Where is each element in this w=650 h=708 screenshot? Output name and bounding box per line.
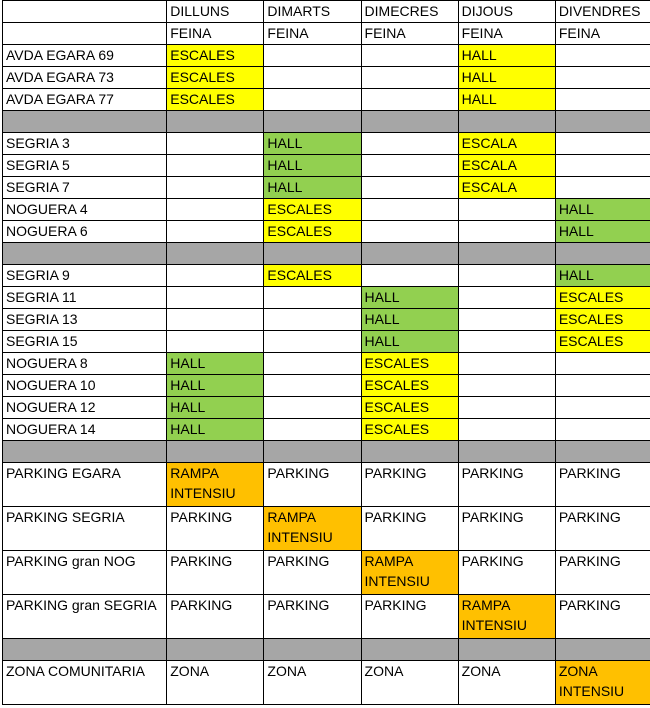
task-cell — [361, 67, 458, 89]
separator-cell — [3, 243, 167, 265]
task-cell — [264, 375, 361, 397]
separator-cell — [458, 243, 555, 265]
location-name: NOGUERA 6 — [3, 221, 167, 243]
schedule-row — [3, 595, 650, 639]
task-cell: HALL — [167, 397, 264, 419]
schedule-row — [3, 67, 650, 89]
task-cell: ESCALES — [555, 287, 650, 309]
task-cell: ESCALES — [361, 397, 458, 419]
header-day-thursday: DIJOUS — [458, 1, 555, 23]
task-cell — [458, 265, 555, 287]
task-cell: PARKING — [361, 595, 458, 639]
location-name: NOGUERA 14 — [3, 419, 167, 441]
task-cell: PARKING — [264, 595, 361, 639]
task-cell: PARKING — [458, 463, 555, 507]
separator-cell — [555, 243, 650, 265]
separator-row — [3, 639, 650, 661]
location-name: SEGRIA 5 — [3, 155, 167, 177]
task-cell — [458, 419, 555, 441]
header-day-wednesday: DIMECRES — [361, 1, 458, 23]
task-cell: PARKING — [555, 463, 650, 507]
task-cell — [555, 177, 650, 199]
location-name: PARKING gran NOG — [3, 551, 167, 595]
separator-cell — [167, 111, 264, 133]
schedule-row — [3, 331, 650, 353]
task-cell — [361, 199, 458, 221]
separator-cell — [167, 441, 264, 463]
schedule-row — [3, 155, 650, 177]
task-cell — [555, 67, 650, 89]
task-cell — [458, 397, 555, 419]
location-name: SEGRIA 3 — [3, 133, 167, 155]
task-cell — [167, 177, 264, 199]
task-cell — [264, 287, 361, 309]
location-name: AVDA EGARA 77 — [3, 89, 167, 111]
task-cell: PARKING — [458, 507, 555, 551]
separator-cell — [458, 111, 555, 133]
schedule-row — [3, 287, 650, 309]
task-cell: HALL — [458, 45, 555, 67]
task-cell: HALL — [167, 419, 264, 441]
task-cell: HALL — [167, 375, 264, 397]
task-cell: ESCALES — [361, 353, 458, 375]
task-cell: PARKING — [167, 507, 264, 551]
separator-cell — [167, 639, 264, 661]
schedule-row — [3, 463, 650, 507]
task-cell: HALL — [555, 265, 650, 287]
task-cell — [361, 221, 458, 243]
task-cell: ESCALA — [458, 155, 555, 177]
separator-cell — [361, 111, 458, 133]
task-cell — [361, 265, 458, 287]
task-cell — [458, 331, 555, 353]
task-cell: ESCALES — [555, 309, 650, 331]
location-name: NOGUERA 12 — [3, 397, 167, 419]
task-cell: ESCALES — [264, 221, 361, 243]
task-cell: ESCALES — [361, 375, 458, 397]
header-task-label: FEINA — [167, 23, 264, 45]
separator-cell — [458, 639, 555, 661]
task-cell — [555, 45, 650, 67]
task-cell — [264, 353, 361, 375]
schedule-row — [3, 309, 650, 331]
separator-cell — [555, 639, 650, 661]
header-days-row — [3, 1, 650, 23]
separator-cell — [361, 639, 458, 661]
header-task-label: FEINA — [555, 23, 650, 45]
task-cell: HALL — [361, 331, 458, 353]
task-cell: HALL — [167, 353, 264, 375]
task-cell — [264, 309, 361, 331]
task-cell: ESCALA — [458, 133, 555, 155]
task-cell — [361, 133, 458, 155]
task-cell — [555, 353, 650, 375]
header-day-tuesday: DIMARTS — [264, 1, 361, 23]
separator-cell — [361, 441, 458, 463]
task-cell — [555, 375, 650, 397]
header-task-label: FEINA — [361, 23, 458, 45]
task-cell — [361, 45, 458, 67]
task-cell: ESCALES — [361, 419, 458, 441]
task-cell: PARKING — [361, 507, 458, 551]
schedule-row — [3, 375, 650, 397]
location-name: SEGRIA 13 — [3, 309, 167, 331]
task-cell — [361, 177, 458, 199]
task-cell: PARKING — [458, 551, 555, 595]
task-cell: ZONA INTENSIU — [555, 661, 650, 705]
schedule-row — [3, 661, 650, 705]
task-cell: RAMPA INTENSIU — [458, 595, 555, 639]
task-cell: ZONA — [167, 661, 264, 705]
separator-cell — [264, 441, 361, 463]
separator-cell — [3, 639, 167, 661]
task-cell: ZONA — [458, 661, 555, 705]
task-cell: HALL — [555, 199, 650, 221]
task-cell: ZONA — [264, 661, 361, 705]
task-cell — [264, 45, 361, 67]
separator-cell — [555, 111, 650, 133]
schedule-row — [3, 397, 650, 419]
separator-cell — [555, 441, 650, 463]
task-cell — [458, 199, 555, 221]
header-corner-cell — [3, 1, 167, 23]
task-cell — [167, 155, 264, 177]
task-cell: HALL — [264, 155, 361, 177]
schedule-row — [3, 419, 650, 441]
task-cell — [167, 331, 264, 353]
schedule-row — [3, 177, 650, 199]
header-task-label: FEINA — [264, 23, 361, 45]
task-cell: PARKING — [555, 551, 650, 595]
location-name: SEGRIA 9 — [3, 265, 167, 287]
separator-cell — [264, 639, 361, 661]
header-corner-cell — [3, 23, 167, 45]
task-cell: ESCALA — [458, 177, 555, 199]
task-cell — [458, 221, 555, 243]
separator-row — [3, 441, 650, 463]
task-cell — [264, 89, 361, 111]
schedule-body — [3, 1, 650, 705]
task-cell — [167, 287, 264, 309]
header-day-monday: DILLUNS — [167, 1, 264, 23]
schedule-row — [3, 133, 650, 155]
task-cell — [264, 67, 361, 89]
task-cell: ESCALES — [167, 89, 264, 111]
task-cell — [458, 353, 555, 375]
task-cell: HALL — [458, 89, 555, 111]
separator-cell — [264, 111, 361, 133]
task-cell: RAMPA INTENSIU — [264, 507, 361, 551]
schedule-row — [3, 551, 650, 595]
task-cell: PARKING — [361, 463, 458, 507]
location-name: NOGUERA 8 — [3, 353, 167, 375]
task-cell: HALL — [361, 309, 458, 331]
separator-cell — [264, 243, 361, 265]
separator-cell — [167, 243, 264, 265]
task-cell — [264, 331, 361, 353]
location-name: NOGUERA 10 — [3, 375, 167, 397]
task-cell — [458, 375, 555, 397]
separator-cell — [3, 441, 167, 463]
task-cell: ZONA — [361, 661, 458, 705]
task-cell: RAMPA INTENSIU — [167, 463, 264, 507]
task-cell: ESCALES — [167, 67, 264, 89]
schedule-row — [3, 199, 650, 221]
schedule-row — [3, 45, 650, 67]
task-cell — [458, 287, 555, 309]
task-cell — [555, 397, 650, 419]
task-cell — [555, 89, 650, 111]
location-name: PARKING gran SEGRIA — [3, 595, 167, 639]
task-cell — [458, 309, 555, 331]
schedule-row — [3, 221, 650, 243]
separator-row — [3, 111, 650, 133]
task-cell: PARKING — [555, 595, 650, 639]
schedule-row — [3, 507, 650, 551]
task-cell: PARKING — [555, 507, 650, 551]
schedule-row — [3, 353, 650, 375]
task-cell — [167, 199, 264, 221]
task-cell: PARKING — [264, 551, 361, 595]
location-name: PARKING EGARA — [3, 463, 167, 507]
location-name: AVDA EGARA 73 — [3, 67, 167, 89]
location-name: PARKING SEGRIA — [3, 507, 167, 551]
task-cell: PARKING — [167, 595, 264, 639]
task-cell — [361, 155, 458, 177]
task-cell: ESCALES — [264, 199, 361, 221]
task-cell — [555, 419, 650, 441]
task-cell: PARKING — [264, 463, 361, 507]
task-cell: HALL — [555, 221, 650, 243]
location-name: ZONA COMUNITARIA — [3, 661, 167, 705]
separator-cell — [361, 243, 458, 265]
task-cell — [167, 265, 264, 287]
separator-cell — [3, 111, 167, 133]
location-name: AVDA EGARA 69 — [3, 45, 167, 67]
schedule-row — [3, 89, 650, 111]
task-cell — [555, 133, 650, 155]
task-cell: HALL — [361, 287, 458, 309]
task-cell: HALL — [264, 133, 361, 155]
cleaning-schedule-table — [2, 0, 650, 705]
task-cell: HALL — [458, 67, 555, 89]
location-name: NOGUERA 4 — [3, 199, 167, 221]
location-name: SEGRIA 11 — [3, 287, 167, 309]
schedule-row — [3, 265, 650, 287]
task-cell: ESCALES — [555, 331, 650, 353]
task-cell — [167, 309, 264, 331]
task-cell: PARKING — [167, 551, 264, 595]
header-task-row — [3, 23, 650, 45]
task-cell — [264, 419, 361, 441]
header-day-friday: DIVENDRES — [555, 1, 650, 23]
location-name: SEGRIA 15 — [3, 331, 167, 353]
task-cell — [264, 397, 361, 419]
separator-row — [3, 243, 650, 265]
task-cell — [167, 133, 264, 155]
task-cell: HALL — [264, 177, 361, 199]
separator-cell — [458, 441, 555, 463]
task-cell: ESCALES — [167, 45, 264, 67]
task-cell: ESCALES — [264, 265, 361, 287]
task-cell — [167, 221, 264, 243]
location-name: SEGRIA 7 — [3, 177, 167, 199]
task-cell — [555, 155, 650, 177]
header-task-label: FEINA — [458, 23, 555, 45]
task-cell — [361, 89, 458, 111]
task-cell: RAMPA INTENSIU — [361, 551, 458, 595]
